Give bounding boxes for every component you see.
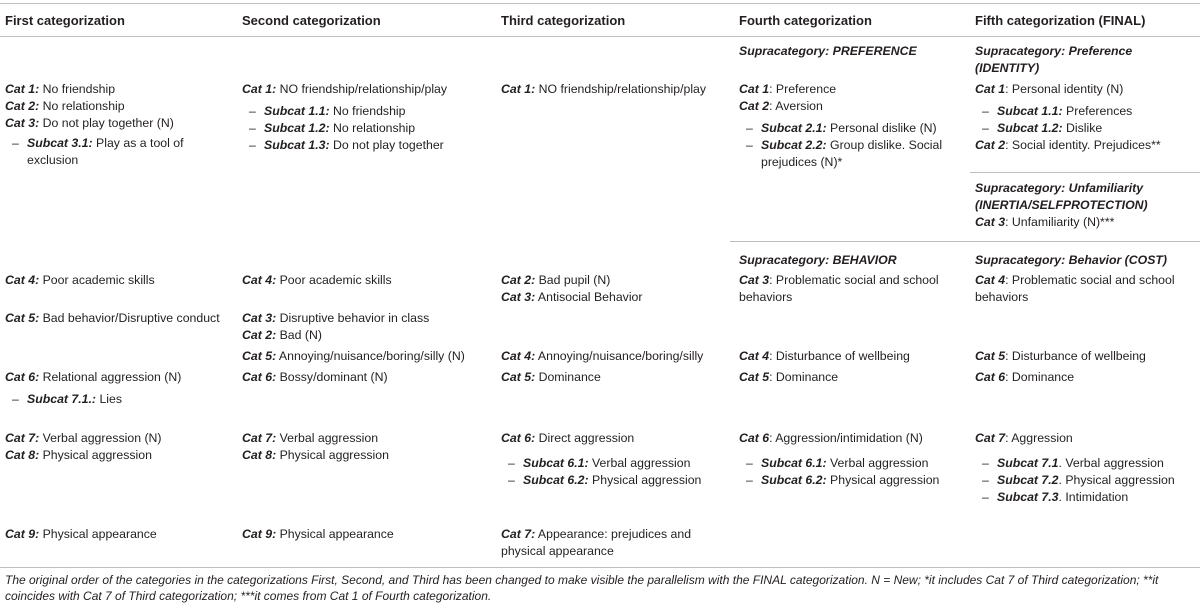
table-footnote: The original order of the categories in the categorizations First, Second, and Third has been changed to make visible the parallelism with the FINAL categorization. N = New; *it includes Cat 7 of Third categorization; **it coincides with Cat 7 of Third categorization; ***it comes from Cat 1 of Fourth categorization. — [5, 573, 1159, 603]
subcategory-line: – Subcat 1.3: Do not play together — [242, 137, 492, 154]
category-line: Cat 4: Problematic social and school behaviors — [975, 273, 1175, 304]
col3-group1 — [501, 81, 726, 98]
col3-group6 — [501, 526, 706, 560]
subcategory-line: – Subcat 1.1: No friendship — [242, 103, 492, 120]
category-line: Cat 4: Poor academic skills — [5, 273, 155, 287]
col4-group5 — [739, 430, 964, 489]
supracategory-heading: Supracategory: PREFERENCE — [739, 44, 917, 58]
category-line: Cat 2: Bad pupil (N) — [501, 273, 611, 287]
category-line: Cat 2: Social identity. Prejudices** — [975, 138, 1161, 152]
header-first: First categorization — [5, 13, 125, 28]
category-line: Cat 2: Aversion — [739, 99, 823, 113]
category-line: Cat 7: Verbal aggression — [242, 431, 379, 445]
subcategory-line: – Subcat 7.1.: Lies — [5, 391, 230, 408]
col2-group1 — [242, 81, 492, 154]
col2-group3 — [242, 310, 492, 386]
col1-group1 — [5, 81, 230, 169]
col1-group2 — [5, 272, 230, 289]
category-line: Cat 7: Aggression — [975, 431, 1073, 445]
category-line: Cat 4: Disturbance of wellbeing — [739, 349, 910, 363]
subcategory-line: – Subcat 7.2. Physical aggression — [975, 472, 1197, 489]
col5-group2 — [975, 252, 1197, 306]
category-line: Cat 2: No relationship — [5, 99, 125, 113]
category-line: Cat 4: Poor academic skills — [242, 273, 392, 287]
category-line: Cat 9: Physical appearance — [5, 527, 157, 541]
category-line: Cat 8: Physical aggression — [242, 448, 389, 462]
subcategory-line: – Subcat 7.3. Intimidation — [975, 489, 1197, 506]
category-line: Cat 3: Problematic social and school behaviors — [739, 273, 939, 304]
category-line: Cat 2: Bad (N) — [242, 328, 322, 342]
supracategory-heading: Supracategory: Behavior (COST) — [975, 253, 1168, 267]
category-line: Cat 1: No friendship — [5, 82, 116, 96]
col3-group2 — [501, 272, 726, 306]
category-line: Cat 3: Disruptive behavior in class — [242, 311, 430, 325]
col5-group1b — [975, 180, 1197, 231]
supracategory-heading: Supracategory: Unfamiliarity (INERTIA/SELFPROTECTION) — [975, 181, 1148, 212]
table-top-rule — [0, 3, 1200, 4]
col4-group1 — [739, 43, 964, 171]
col3-group3 — [501, 348, 726, 386]
category-line: Cat 5: Dominance — [501, 370, 601, 384]
col1-group6 — [5, 526, 230, 543]
header-rule — [0, 36, 1200, 37]
category-line: Cat 6: Aggression/intimidation (N) — [739, 431, 923, 445]
subcategory-line: – Subcat 1.2: No relationship — [242, 120, 492, 137]
subcategory-line: – Subcat 6.2: Physical aggression — [501, 472, 726, 489]
header-second: Second categorization — [242, 13, 381, 28]
category-line: Cat 3: Unfamiliarity (N)*** — [975, 215, 1115, 229]
category-line: Cat 8: Physical aggression — [5, 448, 152, 462]
category-line: Cat 7: Verbal aggression (N) — [5, 431, 162, 445]
category-line: Cat 6: Dominance — [975, 370, 1075, 384]
header-third: Third categorization — [501, 13, 626, 28]
subcategory-line: – Subcat 1.2: Dislike — [975, 120, 1197, 137]
category-line: Cat 1: Personal identity (N) — [975, 82, 1124, 96]
header-fifth: Fifth categorization (FINAL) — [975, 13, 1146, 28]
col2-group5 — [242, 430, 492, 464]
col3-group5 — [501, 430, 726, 489]
subcategory-line: – Subcat 6.1: Verbal aggression — [501, 455, 726, 472]
category-line: Cat 1: NO friendship/relationship/play — [242, 82, 448, 96]
subcategory-line: – Subcat 1.1: Preferences — [975, 103, 1197, 120]
col4-group2 — [739, 252, 964, 306]
category-line: Cat 1: Preference — [739, 82, 837, 96]
supracategory-heading: Supracategory: BEHAVIOR — [739, 253, 897, 267]
col1-group4 — [5, 369, 230, 408]
col4-group3 — [739, 348, 964, 386]
category-line: Cat 5: Annoying/nuisance/boring/silly (N) — [242, 349, 465, 363]
subcategory-line: – Subcat 6.1: Verbal aggression — [739, 455, 964, 472]
col1-group5 — [5, 430, 230, 464]
col1-group3 — [5, 310, 230, 327]
subcategory-line: – Subcat 7.1. Verbal aggression — [975, 455, 1197, 472]
supracategory-divider-rule — [970, 172, 1200, 173]
supracategory-heading: Supracategory: Preference (IDENTITY) — [975, 44, 1133, 75]
behavior-divider-rule — [730, 241, 1200, 242]
category-line: Cat 9: Physical appearance — [242, 527, 394, 541]
subcategory-line: – Subcat 3.1: Play as a tool of exclusion — [5, 135, 217, 169]
subcategory-line: – Subcat 2.1: Personal dislike (N) — [739, 120, 964, 137]
category-line: Cat 6: Bossy/dominant (N) — [242, 370, 388, 384]
category-line: Cat 1: NO friendship/relationship/play — [501, 82, 707, 96]
category-line: Cat 4: Annoying/nuisance/boring/silly — [501, 349, 704, 363]
subcategory-line: – Subcat 6.2: Physical aggression — [739, 472, 964, 489]
col2-group2 — [242, 272, 492, 289]
category-line: Cat 3: Do not play together (N) — [5, 116, 174, 130]
header-fourth: Fourth categorization — [739, 13, 872, 28]
col2-group6 — [242, 526, 492, 543]
col5-group1 — [975, 43, 1197, 154]
category-line: Cat 7: Appearance: prejudices and physical appearance — [501, 527, 692, 558]
category-line: Cat 6: Direct aggression — [501, 431, 635, 445]
category-line: Cat 5: Dominance — [739, 370, 839, 384]
category-line: Cat 5: Bad behavior/Disruptive conduct — [5, 311, 220, 325]
category-line: Cat 5: Disturbance of wellbeing — [975, 349, 1146, 363]
category-line: Cat 3: Antisocial Behavior — [501, 290, 643, 304]
footnote-rule — [0, 567, 1200, 568]
col5-group5 — [975, 430, 1197, 506]
category-line: Cat 6: Relational aggression (N) — [5, 370, 182, 384]
subcategory-line: – Subcat 2.2: Group dislike. Social prejudices (N)* — [739, 137, 956, 171]
col5-group3 — [975, 348, 1197, 386]
